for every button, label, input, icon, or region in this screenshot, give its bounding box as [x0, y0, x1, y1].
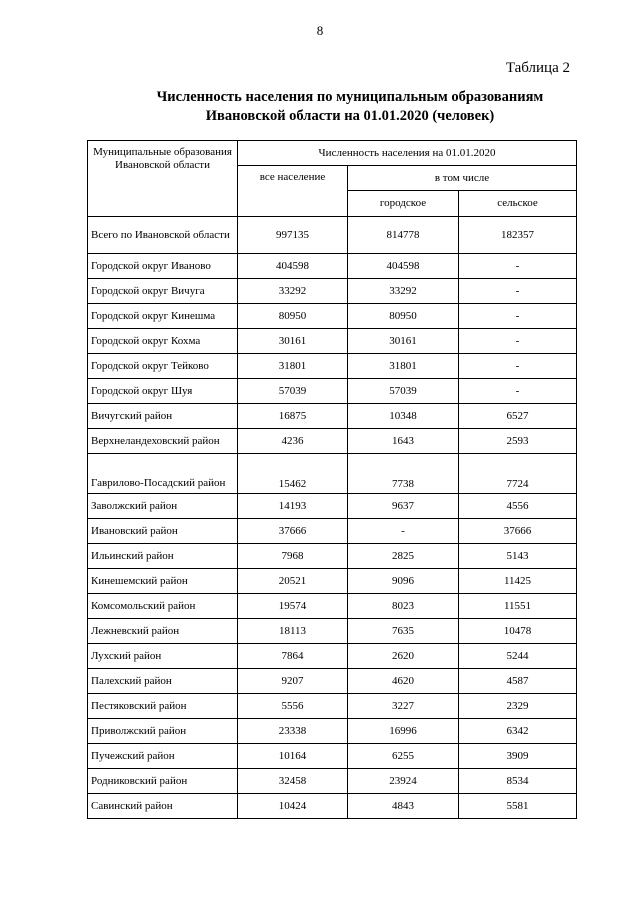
- header-rural: сельское: [459, 191, 577, 217]
- page-number: 8: [316, 23, 324, 38]
- table-row: [88, 644, 577, 669]
- cell-name: Пучежский район: [88, 744, 238, 769]
- table-row: [88, 494, 577, 519]
- cell-total: 5556: [238, 694, 348, 719]
- cell-rural: 2593: [459, 429, 577, 454]
- header-municipality: Муниципальные образования Ивановской области: [88, 141, 238, 217]
- title-line-2: Ивановской области на 01.01.2020 (человек): [205, 108, 495, 124]
- table-row: [88, 569, 577, 594]
- population-table: [87, 140, 577, 819]
- cell-name: Городской округ Тейково: [88, 354, 238, 379]
- cell-urban: -: [348, 519, 459, 544]
- table-row: [88, 619, 577, 644]
- cell-name: Родниковский район: [88, 769, 238, 794]
- cell-urban: 814778: [348, 217, 459, 254]
- cell-total: 7968: [238, 544, 348, 569]
- cell-rural: 5244: [459, 644, 577, 669]
- cell-total: 404598: [238, 254, 348, 279]
- cell-total: 14193: [238, 494, 348, 519]
- cell-total: 57039: [238, 379, 348, 404]
- cell-rural: -: [459, 304, 577, 329]
- cell-urban: 16996: [348, 719, 459, 744]
- cell-name: Кинешемский район: [88, 569, 238, 594]
- cell-total: 32458: [238, 769, 348, 794]
- cell-urban: 404598: [348, 254, 459, 279]
- header-including: в том числе: [348, 166, 577, 191]
- cell-urban: 6255: [348, 744, 459, 769]
- table-body: [88, 217, 577, 819]
- cell-rural: 10478: [459, 619, 577, 644]
- cell-rural: 6342: [459, 719, 577, 744]
- cell-total: 10424: [238, 794, 348, 819]
- cell-rural: 3909: [459, 744, 577, 769]
- cell-total: 37666: [238, 519, 348, 544]
- table-header: [88, 141, 577, 217]
- cell-name: Всего по Ивановской области: [88, 217, 238, 254]
- cell-total: 19574: [238, 594, 348, 619]
- header-urban: городское: [348, 191, 459, 217]
- header-population: Численность населения на 01.01.2020: [238, 141, 577, 166]
- cell-name: Городской округ Иваново: [88, 254, 238, 279]
- table-label: Таблица 2: [505, 60, 570, 76]
- table-row: [88, 719, 577, 744]
- cell-total: 10164: [238, 744, 348, 769]
- cell-name: Приволжский район: [88, 719, 238, 744]
- cell-name: Лежневский район: [88, 619, 238, 644]
- cell-total: 31801: [238, 354, 348, 379]
- cell-total: 7864: [238, 644, 348, 669]
- cell-name: Ильинский район: [88, 544, 238, 569]
- table-row: [88, 404, 577, 429]
- table-row: [88, 794, 577, 819]
- table-row: [88, 354, 577, 379]
- cell-name: Городской округ Кинешма: [88, 304, 238, 329]
- table-row: [88, 429, 577, 454]
- cell-urban: 8023: [348, 594, 459, 619]
- table-row: [88, 769, 577, 794]
- cell-name: Заволжский район: [88, 494, 238, 519]
- table-row: [88, 744, 577, 769]
- cell-rural: -: [459, 354, 577, 379]
- cell-urban: 33292: [348, 279, 459, 304]
- table-row: [88, 694, 577, 719]
- table-row: [88, 669, 577, 694]
- table-row: [88, 329, 577, 354]
- cell-name: Савинский район: [88, 794, 238, 819]
- cell-urban: 1643: [348, 429, 459, 454]
- page-title: [100, 88, 600, 126]
- table-row: [88, 454, 577, 494]
- cell-total: 9207: [238, 669, 348, 694]
- cell-urban: 4843: [348, 794, 459, 819]
- cell-urban: 9096: [348, 569, 459, 594]
- cell-name: Городской округ Вичуга: [88, 279, 238, 304]
- cell-urban: 7738: [348, 454, 459, 494]
- cell-total: 16875: [238, 404, 348, 429]
- cell-urban: 10348: [348, 404, 459, 429]
- cell-urban: 80950: [348, 304, 459, 329]
- cell-urban: 2620: [348, 644, 459, 669]
- cell-name: Ивановский район: [88, 519, 238, 544]
- header-total: все население: [238, 166, 348, 217]
- cell-urban: 30161: [348, 329, 459, 354]
- table-row: [88, 519, 577, 544]
- table-row: [88, 279, 577, 304]
- cell-name: Городской округ Шуя: [88, 379, 238, 404]
- cell-urban: 3227: [348, 694, 459, 719]
- cell-total: 80950: [238, 304, 348, 329]
- cell-rural: -: [459, 329, 577, 354]
- table-row: [88, 379, 577, 404]
- cell-name: Верхнеландеховский район: [88, 429, 238, 454]
- cell-total: 18113: [238, 619, 348, 644]
- cell-urban: 2825: [348, 544, 459, 569]
- cell-rural: -: [459, 254, 577, 279]
- cell-total: 30161: [238, 329, 348, 354]
- cell-name: Гаврилово-Посадский район: [88, 454, 238, 494]
- cell-rural: 4587: [459, 669, 577, 694]
- cell-total: 15462: [238, 454, 348, 494]
- cell-name: Городской округ Кохма: [88, 329, 238, 354]
- cell-rural: 4556: [459, 494, 577, 519]
- cell-name: Палехский район: [88, 669, 238, 694]
- cell-rural: 182357: [459, 217, 577, 254]
- cell-rural: 2329: [459, 694, 577, 719]
- total-row: [88, 217, 577, 254]
- table-row: [88, 254, 577, 279]
- cell-total: 997135: [238, 217, 348, 254]
- cell-urban: 4620: [348, 669, 459, 694]
- cell-rural: 5581: [459, 794, 577, 819]
- cell-urban: 57039: [348, 379, 459, 404]
- cell-total: 33292: [238, 279, 348, 304]
- cell-rural: 7724: [459, 454, 577, 494]
- cell-rural: -: [459, 279, 577, 304]
- table-row: [88, 544, 577, 569]
- cell-name: Пестяковский район: [88, 694, 238, 719]
- cell-urban: 9637: [348, 494, 459, 519]
- cell-urban: 31801: [348, 354, 459, 379]
- cell-rural: 11425: [459, 569, 577, 594]
- table-row: [88, 594, 577, 619]
- cell-total: 20521: [238, 569, 348, 594]
- title-line-1: Численность населения по муниципальным образованиям: [156, 89, 544, 105]
- cell-rural: 37666: [459, 519, 577, 544]
- cell-rural: 5143: [459, 544, 577, 569]
- cell-urban: 23924: [348, 769, 459, 794]
- cell-name: Вичугский район: [88, 404, 238, 429]
- cell-urban: 7635: [348, 619, 459, 644]
- cell-rural: -: [459, 379, 577, 404]
- cell-rural: 6527: [459, 404, 577, 429]
- cell-total: 4236: [238, 429, 348, 454]
- cell-name: Лухский район: [88, 644, 238, 669]
- table-row: [88, 304, 577, 329]
- cell-name: Комсомольский район: [88, 594, 238, 619]
- cell-rural: 8534: [459, 769, 577, 794]
- cell-rural: 11551: [459, 594, 577, 619]
- cell-total: 23338: [238, 719, 348, 744]
